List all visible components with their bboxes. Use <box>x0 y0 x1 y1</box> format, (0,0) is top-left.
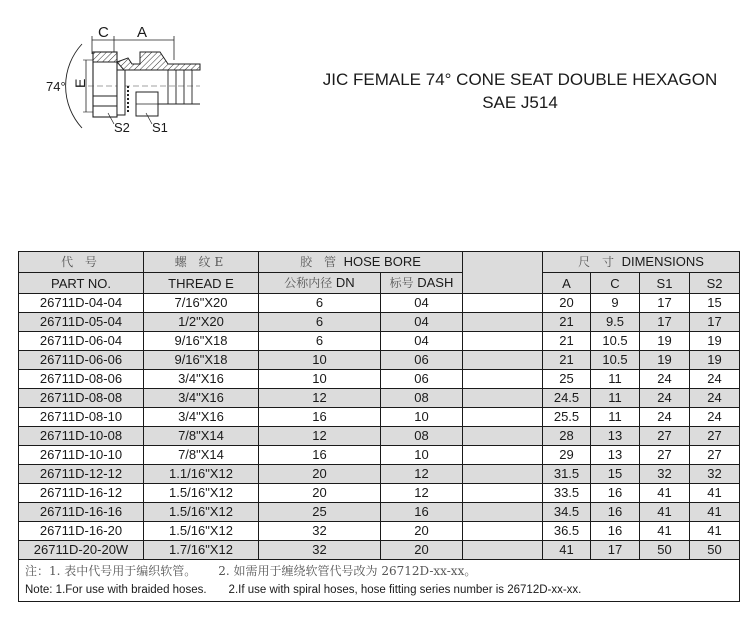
cell-s2: 17 <box>690 313 740 332</box>
cell-blank <box>463 313 543 332</box>
cell-s2: 24 <box>690 370 740 389</box>
notes-en: Note: 1.For use with braided hoses. 2.If use with spiral hoses, hose fitting series number is 26712D-xx-xx. <box>25 584 582 596</box>
cell-s2: 24 <box>690 408 740 427</box>
fitting-drawing <box>40 20 220 140</box>
cell-part: 26711D-16-16 <box>19 503 144 522</box>
cell-blank <box>463 503 543 522</box>
cell-a: 25 <box>543 370 591 389</box>
cell-dn: 6 <box>259 294 381 313</box>
cell-thread: 1.5/16"X12 <box>144 503 259 522</box>
cell-thread: 9/16"X18 <box>144 332 259 351</box>
cell-part: 26711D-06-06 <box>19 351 144 370</box>
cell-c: 11 <box>591 370 640 389</box>
dim-label-c: C <box>98 24 109 41</box>
cell-blank <box>463 541 543 560</box>
cell-dash: 04 <box>381 332 463 351</box>
table-row <box>19 446 740 465</box>
cell-a: 25.5 <box>543 408 591 427</box>
cell-a: 31.5 <box>543 465 591 484</box>
header-thread-e: THREAD E <box>144 273 259 294</box>
cell-thread: 3/4"X16 <box>144 389 259 408</box>
cell-blank <box>463 408 543 427</box>
cell-blank <box>463 484 543 503</box>
cell-dash: 16 <box>381 503 463 522</box>
cell-s1: 24 <box>640 389 690 408</box>
cell-s2: 27 <box>690 446 740 465</box>
cell-dn: 32 <box>259 522 381 541</box>
cell-dash: 06 <box>381 351 463 370</box>
cell-c: 13 <box>591 427 640 446</box>
cell-dn: 20 <box>259 484 381 503</box>
cell-dash: 12 <box>381 484 463 503</box>
spec-table <box>18 251 740 602</box>
cell-c: 10.5 <box>591 332 640 351</box>
table-row <box>19 522 740 541</box>
table-row <box>19 541 740 560</box>
cell-dn: 25 <box>259 503 381 522</box>
document-title <box>300 68 740 114</box>
cell-dn: 6 <box>259 313 381 332</box>
cell-dn: 32 <box>259 541 381 560</box>
table-row <box>19 313 740 332</box>
cell-s2: 50 <box>690 541 740 560</box>
cell-dn: 16 <box>259 408 381 427</box>
cell-s2: 24 <box>690 389 740 408</box>
header-part-no: PART NO. <box>19 273 144 294</box>
header-a: A <box>543 273 591 294</box>
cell-part: 26711D-20-20W <box>19 541 144 560</box>
notes-cell <box>19 560 740 602</box>
dim-label-e: E <box>72 78 88 88</box>
table-row <box>19 370 740 389</box>
cell-s1: 41 <box>640 522 690 541</box>
angle-label: 74° <box>46 79 66 94</box>
cell-thread: 1.5/16"X12 <box>144 522 259 541</box>
header-hose-bore: 胶 管 HOSE BORE <box>259 252 463 273</box>
table-row <box>19 389 740 408</box>
cell-part: 26711D-16-20 <box>19 522 144 541</box>
cell-dn: 10 <box>259 351 381 370</box>
cell-s1: 32 <box>640 465 690 484</box>
cell-dash: 04 <box>381 294 463 313</box>
cell-dn: 6 <box>259 332 381 351</box>
cell-dash: 10 <box>381 446 463 465</box>
cell-part: 26711D-16-12 <box>19 484 144 503</box>
cell-part: 26711D-08-10 <box>19 408 144 427</box>
cell-s1: 41 <box>640 503 690 522</box>
cell-blank <box>463 351 543 370</box>
cell-part: 26711D-06-04 <box>19 332 144 351</box>
header-thread-cn: 螺 纹E <box>144 252 259 273</box>
notes-cn: 注：1. 表中代号用于编织软管。 2. 如需用于缠绕软管代号改为 26712D-xx-xx。 <box>25 564 477 578</box>
cell-part: 26711D-12-12 <box>19 465 144 484</box>
table-row <box>19 408 740 427</box>
table-row <box>19 465 740 484</box>
table-row <box>19 351 740 370</box>
dim-label-s1: S1 <box>152 120 168 135</box>
cell-c: 11 <box>591 389 640 408</box>
header-part-cn: 代 号 <box>19 252 144 273</box>
cell-c: 16 <box>591 484 640 503</box>
cell-a: 21 <box>543 332 591 351</box>
cell-blank <box>463 446 543 465</box>
dim-label-s2: S2 <box>114 120 130 135</box>
table-row <box>19 332 740 351</box>
cell-thread: 1.1/16"X12 <box>144 465 259 484</box>
cell-a: 28 <box>543 427 591 446</box>
cell-s2: 19 <box>690 351 740 370</box>
cell-thread: 7/16"X20 <box>144 294 259 313</box>
cell-part: 26711D-08-08 <box>19 389 144 408</box>
title-line-2: SAE J514 <box>482 93 558 112</box>
cell-s2: 15 <box>690 294 740 313</box>
header-blank <box>463 252 543 294</box>
cell-s1: 41 <box>640 484 690 503</box>
cell-dash: 10 <box>381 408 463 427</box>
table-row <box>19 427 740 446</box>
dim-label-a: A <box>137 24 148 41</box>
cell-a: 29 <box>543 446 591 465</box>
cell-part: 26711D-05-04 <box>19 313 144 332</box>
cell-part: 26711D-04-04 <box>19 294 144 313</box>
cell-dn: 12 <box>259 389 381 408</box>
cell-part: 26711D-08-06 <box>19 370 144 389</box>
cell-part: 26711D-10-10 <box>19 446 144 465</box>
cell-thread: 7/8"X14 <box>144 427 259 446</box>
table-row <box>19 503 740 522</box>
cell-dn: 20 <box>259 465 381 484</box>
cell-a: 36.5 <box>543 522 591 541</box>
cell-c: 11 <box>591 408 640 427</box>
cell-part: 26711D-10-08 <box>19 427 144 446</box>
cell-a: 20 <box>543 294 591 313</box>
cell-dash: 08 <box>381 389 463 408</box>
header-dn: 公称内径 DN <box>259 273 381 294</box>
cell-s1: 24 <box>640 370 690 389</box>
header-row-1 <box>19 252 740 273</box>
cell-a: 41 <box>543 541 591 560</box>
cell-blank <box>463 294 543 313</box>
table-row <box>19 294 740 313</box>
title-line-1: JIC FEMALE 74° CONE SEAT DOUBLE HEXAGON <box>322 70 718 89</box>
cell-s1: 50 <box>640 541 690 560</box>
cell-thread: 9/16"X18 <box>144 351 259 370</box>
cell-s2: 41 <box>690 503 740 522</box>
cell-s1: 19 <box>640 351 690 370</box>
cell-a: 33.5 <box>543 484 591 503</box>
cell-blank <box>463 389 543 408</box>
cell-c: 13 <box>591 446 640 465</box>
header-c: C <box>591 273 640 294</box>
cell-dn: 16 <box>259 446 381 465</box>
cell-s2: 19 <box>690 332 740 351</box>
header-dash: 标号 DASH <box>381 273 463 294</box>
cell-c: 16 <box>591 503 640 522</box>
cell-blank <box>463 332 543 351</box>
cell-thread: 1.7/16"X12 <box>144 541 259 560</box>
cell-a: 34.5 <box>543 503 591 522</box>
cell-dn: 10 <box>259 370 381 389</box>
cell-dn: 12 <box>259 427 381 446</box>
cell-s1: 24 <box>640 408 690 427</box>
cell-s1: 17 <box>640 294 690 313</box>
cell-c: 16 <box>591 522 640 541</box>
cell-thread: 7/8"X14 <box>144 446 259 465</box>
cell-c: 17 <box>591 541 640 560</box>
cell-dash: 06 <box>381 370 463 389</box>
cell-blank <box>463 465 543 484</box>
cell-blank <box>463 427 543 446</box>
cell-dash: 04 <box>381 313 463 332</box>
cell-s1: 19 <box>640 332 690 351</box>
table-body <box>19 294 740 560</box>
cell-dash: 20 <box>381 522 463 541</box>
cell-blank <box>463 522 543 541</box>
cell-thread: 1.5/16"X12 <box>144 484 259 503</box>
header-row-2 <box>19 273 740 294</box>
cell-dash: 20 <box>381 541 463 560</box>
cell-s1: 27 <box>640 427 690 446</box>
cell-blank <box>463 370 543 389</box>
cell-thread: 1/2"X20 <box>144 313 259 332</box>
cell-a: 21 <box>543 313 591 332</box>
cell-s2: 27 <box>690 427 740 446</box>
cell-a: 24.5 <box>543 389 591 408</box>
cell-s2: 41 <box>690 522 740 541</box>
cell-c: 9.5 <box>591 313 640 332</box>
cell-c: 15 <box>591 465 640 484</box>
cell-s1: 27 <box>640 446 690 465</box>
cell-dash: 12 <box>381 465 463 484</box>
cell-thread: 3/4"X16 <box>144 370 259 389</box>
cell-s2: 32 <box>690 465 740 484</box>
cell-a: 21 <box>543 351 591 370</box>
cell-s1: 17 <box>640 313 690 332</box>
header-dimensions: 尺 寸 DIMENSIONS <box>543 252 740 273</box>
cell-s2: 41 <box>690 484 740 503</box>
header-s2: S2 <box>690 273 740 294</box>
cell-c: 9 <box>591 294 640 313</box>
header-s1: S1 <box>640 273 690 294</box>
cell-c: 10.5 <box>591 351 640 370</box>
cell-thread: 3/4"X16 <box>144 408 259 427</box>
notes-row <box>19 560 740 602</box>
table-row <box>19 484 740 503</box>
cell-dash: 08 <box>381 427 463 446</box>
